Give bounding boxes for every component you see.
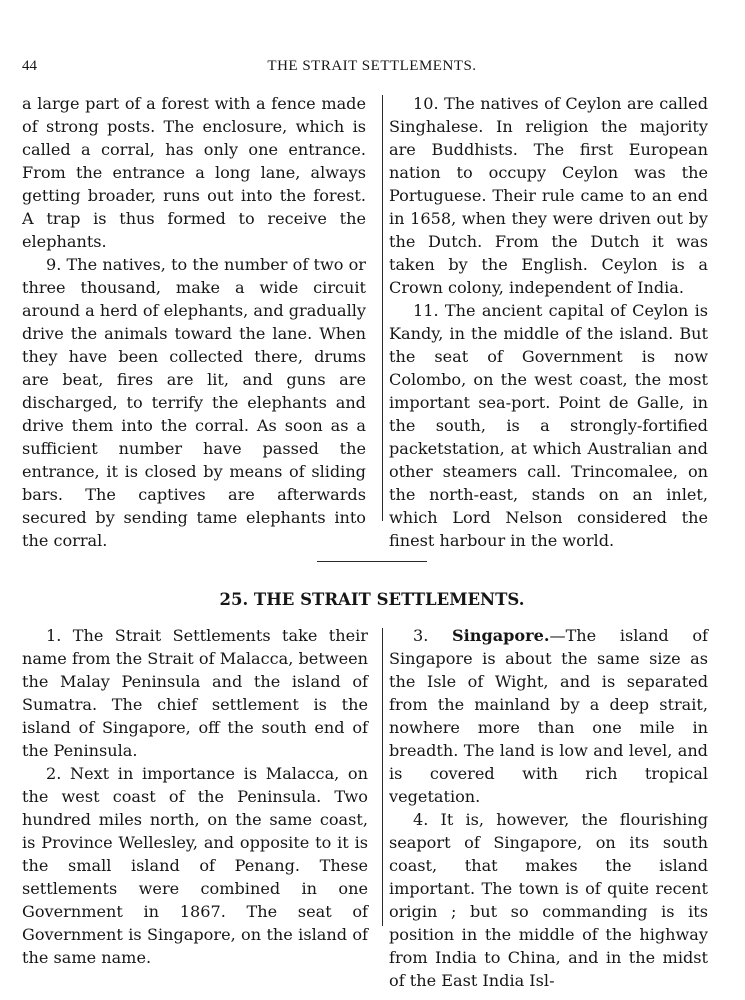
running-title: THE STRAIT SETTLEMENTS. bbox=[267, 58, 477, 74]
paragraph-4: 4. It is, however, the flourishing seaport of Singapore, on its south coast, that makes the island important. The town is of quite recent origin ; but so commanding is its position in the middle of the highway from India to China, and in the midst of the East India Isl- bbox=[389, 810, 708, 990]
singapore-bold-term: Singapore. bbox=[452, 626, 550, 645]
paragraph-10: 10. The natives of Ceylon are called Singhalese. In religion the majority are Buddhists. The first European nation to occupy Ceylon was the Portuguese. Their rule came to an end in 1658, when they were driven out by the Dutch. From the Dutch it was taken by the English. Ceylon is a Crown colony, independent of India. bbox=[389, 94, 708, 297]
paragraph-11: 11. The ancient capital of Ceylon is Kandy, in the middle of the island. But the seat of Government is now Colombo, on the west coast, the most important sea-port. Point de Galle, in the south, is a strongly-fortified packetstation, at which Australian and other steamers call. Trincomalee, on the north-east, stands on an inlet, which Lord Nelson considered the finest harbour in the world. bbox=[389, 301, 708, 550]
column-divider-bottom bbox=[382, 628, 383, 926]
bottom-right-column bbox=[389, 624, 708, 992]
paragraph-3-text: —The island of Singapore is about the same size as the Isle of Wight, and is separated from the mainland by a deep strait, nowhere more than one mile in breadth. The land is low and level, and is covered with rich tropical vegetation. bbox=[389, 626, 708, 806]
column-divider-top bbox=[382, 95, 383, 521]
top-left-column bbox=[22, 92, 366, 552]
section-heading: 25. THE STRAIT SETTLEMENTS. bbox=[219, 590, 525, 609]
bottom-left-column bbox=[22, 624, 368, 969]
paragraph-9: 9. The natives, to the number of two or three thousand, make a wide circuit around a herd of elephants, and gradually drive the animals toward the lane. When they have been collected there, drums are beat, fires are lit, and guns are discharged, to terrify the elephants and drive them into the corral. As soon as a sufficient number have passed the entrance, it is closed by means of sliding bars. The captives are afterwards secured by sending tame elephants into the corral. bbox=[22, 255, 366, 550]
page-number: 44 bbox=[22, 58, 37, 74]
section-separator-rule bbox=[317, 561, 427, 562]
top-right-column bbox=[389, 92, 708, 552]
paragraph-2: 2. Next in importance is Malacca, on the west coast of the Peninsula. Two hundred miles north, on the same coast, is Province Wellesley, and opposite to it is the small island of Penang. These settlements were combined in one Government in 1867. The seat of Government is Singapore, on the island of the same name. bbox=[22, 764, 368, 967]
paragraph-3 bbox=[389, 624, 708, 808]
paragraph-3-number: 3. bbox=[413, 626, 453, 645]
paragraph-8-continued: a large part of a forest with a fence made of strong posts. The enclosure, which is called a corral, has only one entrance. From the entrance a long lane, always getting broader, runs out into the forest. A trap is thus formed to receive the elephants. bbox=[22, 94, 366, 251]
page-header bbox=[22, 58, 722, 80]
paragraph-1: 1. The Strait Settlements take their name from the Strait of Malacca, between the Malay Peninsula and the island of Sumatra. The chief settlement is the island of Singapore, off the south end of the Peninsula. bbox=[22, 626, 368, 760]
